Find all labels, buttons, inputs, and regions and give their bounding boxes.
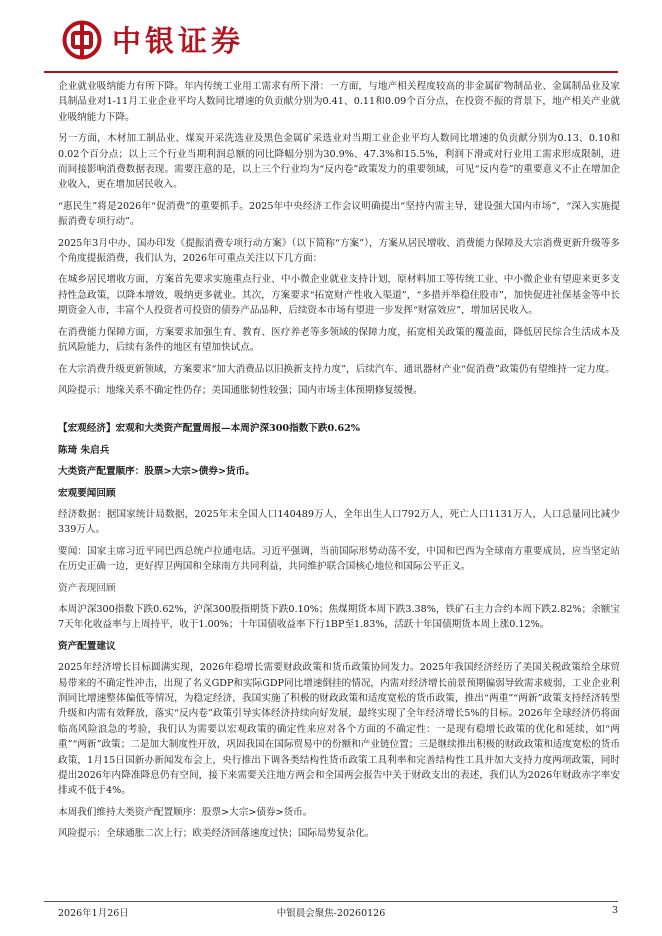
page-number: 3 xyxy=(612,905,619,916)
body-paragraph: 在城乡居民增收方面，方案首先要求实施重点行业、中小微企业就业支持计划，原材料加工等传统工业、中小微企业有望迎来更多支持性急政策，以降本增效，吸纳更多就业。其次，方案要求“拓宽财产性收入渠道”，“多措并举稳住股市”，加快促进社保基金等中长期资金入市，丰富个人投资者可投资的债券产品品种，后续资本市场有望进一步发挥“财富效应”，增加居民收入。 xyxy=(58,274,620,317)
section-heading: 宏观要闻回顾 xyxy=(58,487,116,499)
footer-date: 2026年1月26日 xyxy=(58,908,129,919)
header-divider xyxy=(44,71,618,73)
body-paragraph: 本周沪深300指数下跌0.62%，沪深300股指期货下跌0.10%；焦煤期货本周下跌3.38%，铁矿石主力合约本周下跌2.82%；余额宝7天年化收益率与上周持平，收于1.00%；十年国债收益率下行1BP至1.83%，活跃十年国债期货本周上涨0.12%。 xyxy=(58,603,620,631)
body-paragraph: 2025年3月中办、国办印发《提振消费专项行动方案》（以下简称“方案”），方案从居民增收、消费能力保障及大宗消费更新升级等多个角度提振消费，我们认为，2026年可重点关注以下几方面： xyxy=(58,237,620,265)
page-header xyxy=(62,20,622,66)
body-paragraph: 2025年经济增长目标圆满实现，2026年稳增长需要财政政策和货币政策协同发力。2025年我国经济经历了美国关税政策给全球贸易带来的不确定性冲击，出现了名义GDP和实际GDP同比增速倒挂的情况，内需对经济增长前景预期偏弱导致需求疲弱，工业企业利润同比增速整体偏低等情况，为稳定经济，我国实施了积极的财政政策和适度宽松的货币政策，推出“两重”“两新”政策支持经济转型升级和内需有效释放，落实“反内卷”政策引导实体经济持续向好发展，最终实现了全年经济增长5%的目标。2026年全球经济仍将面临高风险浪急的考验，我们认为需要以宏观政策的确定性来应对各个方面的不确定性：一是现有稳增长政策的优化和延续，如“两重”“两新”政策；二是加大制度性开放，巩固我国在国际贸易中的份额和产业链位置；三是继续推出积极的财政政策和适度宽松的货币政策，1月15日国新办新闻发布会上，央行推出下调各类结构性货币政策工具利率和完善结构性工具并加大支持力度两项政策，同时提出2026年内降准降息仍有空间，接下来需要关注地方两会和全国两会报告中关于财政支出的表述，我们认为2026年财政赤字率安排或不低于4%。 xyxy=(58,662,620,797)
footer-doc-title: 中银晨会聚焦-20260126 xyxy=(276,908,386,919)
body-paragraph: 本周我们维持大类资产配置顺序：股票>大宗>债券>货币。 xyxy=(58,806,313,818)
body-paragraph: “惠民生”将是2026年“促消费”的重要抓手。2025年中央经济工作会议明确提出“坚持内需主导，建设强大国内市场”，“深入实施提振消费专项行动”。 xyxy=(58,200,620,228)
body-paragraph: 要闻：国家主席习近平同巴西总统卢拉通电话。习近平强调，当前国际形势动荡不安，中国和巴西为全球南方重要成员，应当坚定站在历史正确一边，更好捍卫两国和全球南方共同利益，共同维护联合国核心地位和国际公平正义。 xyxy=(58,545,620,573)
body-paragraph: 在消费能力保障方面，方案要求加强生育、教育、医疗养老等多领域的保障力度，拓宽相关政策的覆盖面，降低居民综合生活成本及抗风险能力，后续有条件的地区有望加快试点。 xyxy=(58,326,620,354)
section-heading: 资产表现回顾 xyxy=(58,582,116,594)
report-title: 【宏观经济】宏观和大类资产配置周报—本周沪深300指数下跌0.62% xyxy=(58,423,360,435)
allocation-order: 大类资产配置顺序：股票>大宗>债券>货币。 xyxy=(58,466,255,478)
body-paragraph: 经济数据：据国家统计局数据，2025年末全国人口140489万人，全年出生人口792万人，死亡人口1131万人，人口总量同比减少339万人。 xyxy=(58,508,620,536)
section-heading: 资产配置建议 xyxy=(58,640,116,652)
bank-of-china-logo-icon xyxy=(62,20,102,60)
report-authors: 陈琦 朱启兵 xyxy=(58,444,110,456)
body-paragraph: 在大宗消费升级更新领域，方案要求“加大消费品以旧换新支持力度”，后续汽车、通讯器材产业“促消费”政策仍有望维持一定力度。 xyxy=(58,363,615,375)
footer-divider xyxy=(44,901,618,902)
risk-warning: 风险提示：全球通胀二次上行；欧美经济回落速度过快；国际局势复杂化。 xyxy=(58,828,375,840)
body-paragraph: 企业就业吸纳能力有所下降。年内传统工业用工需求有所下滑：一方面，与地产相关程度较高的非金属矿物制品业、金属制品业及家具制品业对1-11月工业企业平均人数同比增速的负贡献分别为0.41、0.11和0.09个百分点，在投资不振的背景下，地产相关产业就业吸纳能力下降。 xyxy=(58,81,620,123)
page-content xyxy=(58,79,620,848)
body-paragraph: 另一方面，木材加工制品业、煤炭开采洗选业及黑色金属矿采选业对当期工业企业平均人数同比增速的负贡献分别为0.13、0.10和0.02个百分点；以上三个行业当期利润总额的同比降幅分别为30.9%、47.3%和15.5%，利润下滑或对行业用工需求形成限制，进而间接影响消费数据表现。需要注意的是，以上三个行业均为“反内卷”政策发力的重要领域，可见“反内卷”的重要意义不止在增加企业收入，更在增加居民收入。 xyxy=(58,133,620,191)
risk-warning: 风险提示：地缘关系不确定性仍存；美国通胀韧性较强；国内市场主体预期修复缓慢。 xyxy=(58,384,423,396)
brand-name: 中银证券 xyxy=(112,24,245,58)
